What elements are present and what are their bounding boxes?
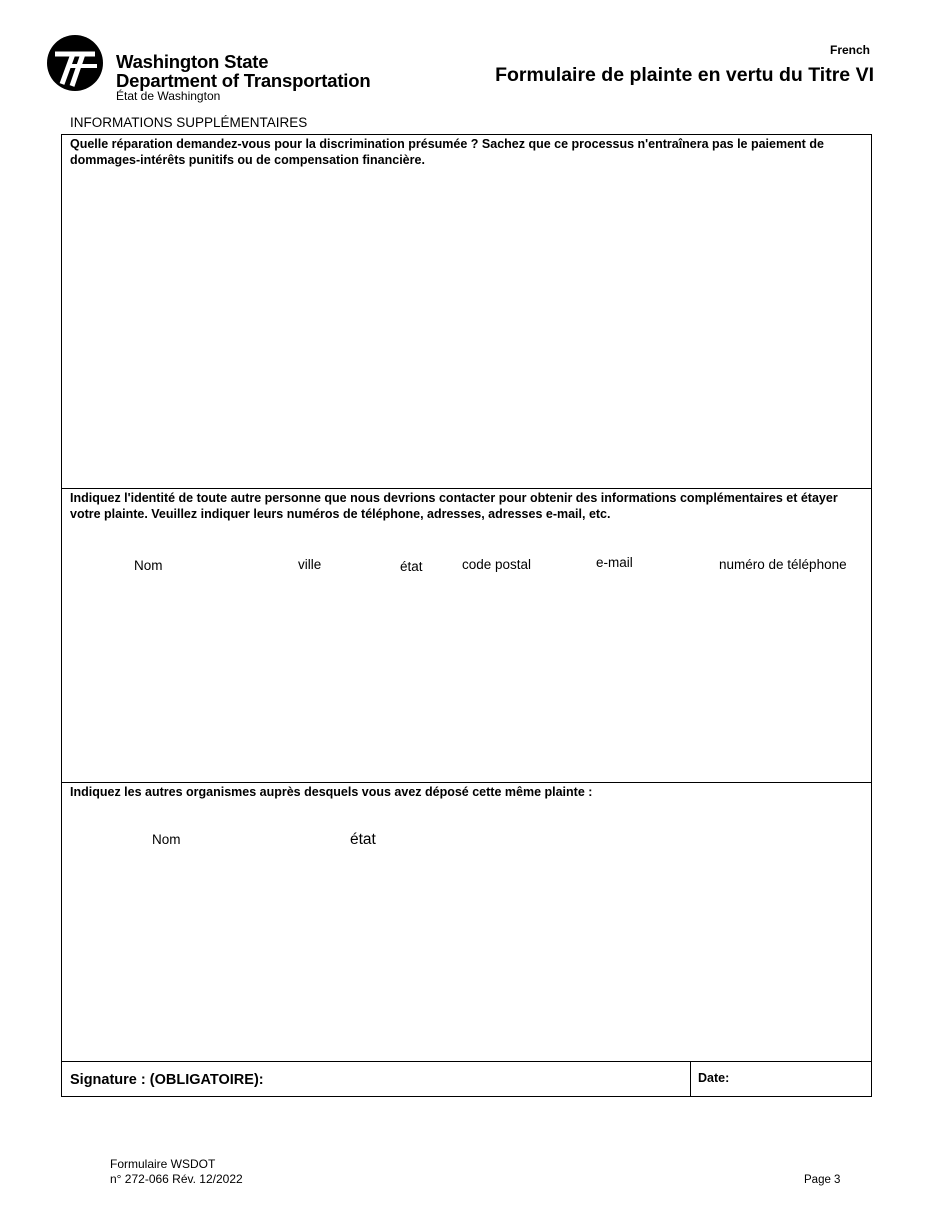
date-label: Date: [698, 1071, 730, 1085]
contacts-col-zip: code postal [462, 557, 532, 572]
agencies-col-name: Nom [152, 832, 181, 847]
contacts-col-city: ville [298, 557, 322, 572]
contacts-col-name: Nom [134, 558, 163, 573]
form-title: Formulaire de plainte en vertu du Titre VI [495, 64, 874, 86]
contacts-question: Indiquez l'identité de toute autre personne que nous devrions contacter pour obtenir des informations complémentaires et étayer votre plainte. Veuillez indiquer leurs numéros de téléphone, adresses, adresses e-mail, etc. [70, 491, 838, 521]
contacts-col-state: état [400, 559, 423, 574]
org-subtitle: État de Washington [116, 89, 221, 103]
form-box [61, 134, 872, 1097]
date-field[interactable] [691, 1062, 871, 1096]
agencies-question: Indiquez les autres organismes auprès desquels vous avez déposé cette même plainte : [70, 785, 593, 799]
wsdot-logo-icon [46, 34, 104, 92]
remedy-question: Quelle réparation demandez-vous pour la discrimination présumée ? Sachez que ce processus n'entraînera pas le paiement de dommages-intérêts punitifs ou de compensation financière. [70, 137, 824, 167]
section-heading: INFORMATIONS SUPPLÉMENTAIRES [70, 115, 308, 130]
agencies-col-state: état [350, 831, 376, 848]
signature-field[interactable] [62, 1062, 689, 1096]
divider [62, 488, 871, 489]
signature-label: Signature : (OBLIGATOIRE): [70, 1072, 264, 1088]
page-number: Page 3 [804, 1174, 841, 1186]
footer-form-name: Formulaire WSDOT [110, 1157, 216, 1171]
remedy-answer-area[interactable] [62, 169, 871, 487]
org-name-line2: Department of Transportation [116, 70, 371, 91]
footer-form-number: n° 272-066 Rév. 12/2022 [110, 1172, 243, 1186]
language-label: French [829, 43, 870, 57]
divider [62, 782, 871, 783]
contacts-answer-area[interactable] [62, 579, 871, 781]
contacts-col-phone: numéro de téléphone [719, 557, 847, 572]
agencies-answer-area[interactable] [62, 853, 871, 1060]
contacts-col-email: e-mail [596, 555, 633, 570]
org-name-line1: Washington State [116, 51, 269, 72]
